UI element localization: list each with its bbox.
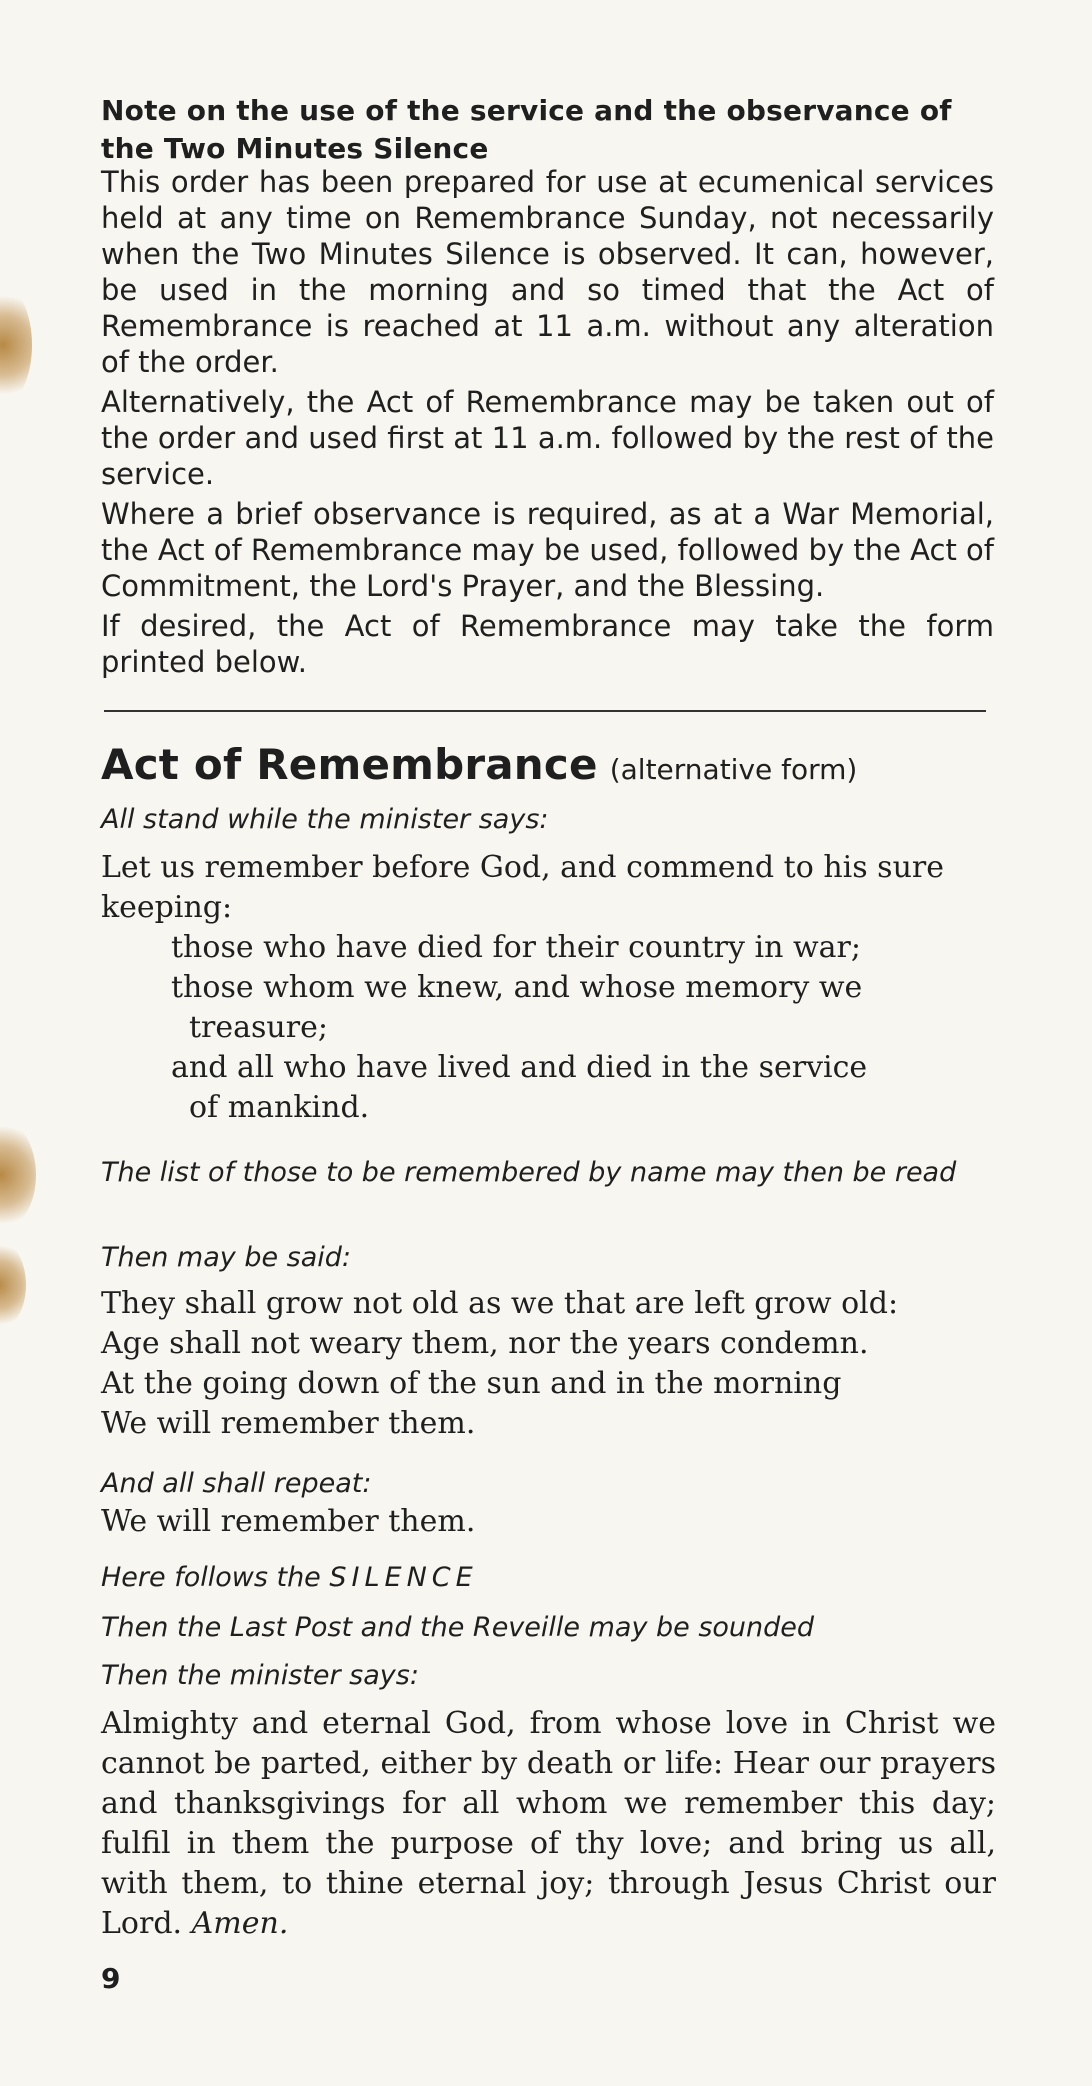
note-body [101,164,994,684]
foxing-stain-top [0,286,32,404]
foxing-stain-lower [0,1240,26,1330]
page-number: 9 [101,1962,121,1995]
bidding-line: treasure; [189,1010,328,1045]
bidding-line: those who have died for their country in war; [171,930,861,965]
rubric-said: Then may be said: [101,1242,352,1273]
section-divider [104,710,986,712]
note-paragraph: This order has been prepared for use at ecumenical services held at any time on Remembrance Sunday, not necessarily when the Two Minutes Silence is observed. It can, however, be used in the morning and so timed that the Act of Remembrance is reached at 11 a.m. without any alteration of the order. [101,165,994,379]
bidding-line: of mankind. [189,1090,370,1125]
note-paragraph: Where a brief observance is required, as at a War Memorial, the Act of Remembrance may be used, followed by the Act of Commitment, the Lord's Prayer, and the Blessing. [101,497,994,603]
rubric-last-post: Then the Last Post and the Reveille may be sounded [101,1612,815,1643]
note-paragraph: If desired, the Act of Remembrance may take the form printed below. [101,609,994,679]
rubric-list: The list of those to be remembered by name may then be read [101,1157,957,1188]
rubric-repeat: And all shall repeat: [101,1468,372,1499]
bidding [101,848,996,1128]
response: We will remember them. [101,1504,476,1539]
bidding-line: and all who have lived and died in the service [171,1050,868,1085]
exhortation [101,1284,996,1444]
collect-text: Almighty and eternal God, from whose love in Christ we cannot be parted, either by death or life: Hear our prayers and thanksgivings for all whom we remember this day; fulfil in them the purpose of thy love; and bring us all, with them, to thine eternal joy; through Jesus Christ our Lord. [101,1706,996,1941]
amen: Amen. [191,1906,289,1941]
act-heading [101,740,1001,789]
rubric-stand: All stand while the minister says: [101,804,549,835]
act-title: Act of Remembrance [101,740,598,789]
silence-word: SILENCE [329,1562,478,1593]
rubric-silence-prefix: Here follows the [101,1562,330,1593]
verse-line: At the going down of the sun and in the morning [101,1366,842,1401]
collect [101,1704,996,1944]
rubric-minister: Then the minister says: [101,1660,419,1691]
verse-line: We will remember them. [101,1406,476,1441]
act-subtitle: (alternative form) [609,753,858,786]
bidding-line: those whom we knew, and whose memory we [171,970,863,1005]
verse-line: Age shall not weary them, nor the years condemn. [101,1326,869,1361]
rubric-silence [101,1560,996,1595]
foxing-stain-middle [0,1120,36,1230]
bidding-intro: Let us remember before God, and commend to his sure keeping: [101,850,944,925]
note-paragraph: Alternatively, the Act of Remembrance may be taken out of the order and used first at 11 a.m. followed by the rest of the service. [101,385,994,491]
verse-line: They shall grow not old as we that are left grow old: [101,1286,899,1321]
note-title: Note on the use of the service and the observance of the Two Minutes Silence [101,94,952,165]
